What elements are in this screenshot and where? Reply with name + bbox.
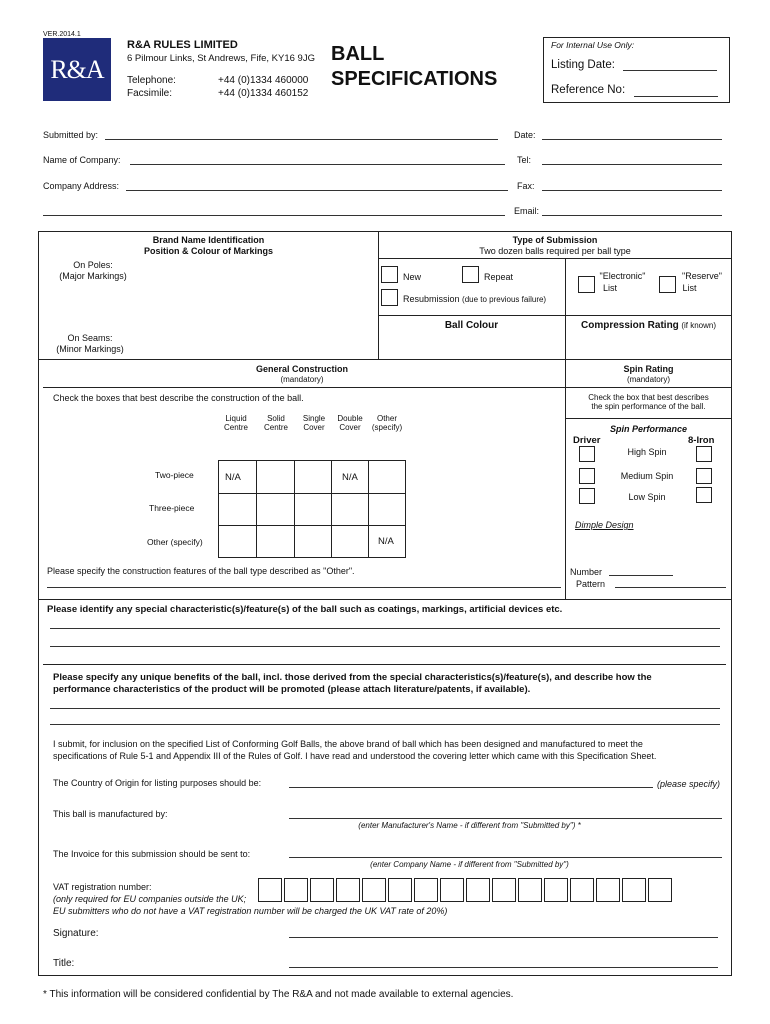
country-please-specify: (please specify): [657, 779, 721, 789]
vat-digit-box[interactable]: [284, 878, 308, 902]
brand-subheading: Position & Colour of Markings: [143, 246, 273, 256]
high-spin-iron-checkbox[interactable]: [696, 446, 712, 462]
vat-number-boxes: [258, 878, 680, 902]
low-spin-iron-checkbox[interactable]: [696, 487, 712, 503]
spin-instructions: [565, 393, 732, 411]
country-field[interactable]: [289, 787, 653, 788]
divider: [218, 493, 406, 494]
spin-instructions-line1: Check the box that best describes: [588, 393, 709, 402]
company-name-label: Name of Company:: [43, 155, 121, 165]
column-sublabel: Cover: [303, 423, 325, 432]
divider: [38, 599, 732, 600]
declaration-line2: specifications of Rule 5-1 and Appendix III of the Rules of Golf. I have read and understood the covering letter which came with this Specification Sheet.: [53, 751, 657, 761]
resubmission-label: [403, 294, 546, 304]
brand-heading: Brand Name Identification: [152, 235, 265, 245]
divider: [565, 387, 732, 388]
compression-text: Compression Rating: [581, 320, 679, 331]
row-other: Other (specify): [147, 537, 203, 547]
dimple-number-field[interactable]: [609, 575, 673, 576]
spin-heading: Spin Rating: [623, 364, 674, 374]
column-liquid-centre: [218, 414, 254, 432]
internal-use-label: For Internal Use Only:: [551, 40, 635, 50]
vat-note-line1: (only required for EU companies outside the UK;: [53, 894, 247, 904]
driver-label: Driver: [573, 435, 601, 446]
reference-no-label: Reference No:: [551, 84, 626, 96]
facsimile-label: Facsimile:: [127, 88, 173, 99]
spin-instructions-line2: the spin performance of the ball.: [591, 402, 706, 411]
vat-digit-box[interactable]: [596, 878, 620, 902]
vat-digit-box[interactable]: [388, 878, 412, 902]
confidentiality-note: * This information will be considered confidential by The R&A and not made available to external agencies.: [43, 989, 514, 1000]
vat-digit-box[interactable]: [310, 878, 334, 902]
benefits-field-2[interactable]: [50, 724, 720, 725]
divider: [38, 359, 732, 360]
divider: [565, 418, 732, 419]
telephone-label: Telephone:: [127, 75, 176, 86]
column-single-cover: [296, 414, 332, 432]
resubmission-text: Resubmission: [403, 294, 460, 304]
invoice-label: The Invoice for this submission should be sent to:: [53, 849, 251, 859]
divider: [218, 525, 406, 526]
column-double-cover: [332, 414, 368, 432]
company-address-field[interactable]: [126, 190, 508, 191]
column-other: [368, 414, 406, 432]
dimple-design-label: Dimple Design: [575, 520, 634, 530]
divider: [43, 387, 565, 388]
vat-digit-box[interactable]: [570, 878, 594, 902]
logo-text: R&A: [50, 55, 104, 84]
special-field-2[interactable]: [50, 646, 720, 647]
repeat-checkbox[interactable]: [462, 266, 479, 283]
special-field-1[interactable]: [50, 628, 720, 629]
email-label: Email:: [514, 206, 540, 216]
row-three-piece: Three-piece: [149, 503, 195, 513]
benefits-field-1[interactable]: [50, 708, 720, 709]
on-seams-label: On Seams:: [67, 333, 113, 343]
divider: [378, 315, 732, 316]
vat-digit-box[interactable]: [414, 878, 438, 902]
submitted-by-label: Submitted by:: [43, 130, 99, 140]
submission-subheading: Two dozen balls required per ball type: [479, 246, 631, 256]
column-label: Solid: [267, 414, 285, 423]
resubmission-note: (due to previous failure): [462, 295, 547, 304]
country-label: The Country of Origin for listing purposes should be:: [53, 778, 262, 788]
reference-no-field[interactable]: [634, 96, 718, 97]
vat-digit-box[interactable]: [466, 878, 490, 902]
electronic-label: "Electronic": [599, 271, 646, 281]
column-sublabel: Centre: [263, 423, 288, 432]
manufacturer-label: This ball is manufactured by:: [53, 809, 168, 819]
column-sublabel: (specify): [371, 423, 403, 432]
construction-heading: General Construction: [255, 364, 348, 374]
submitted-by-field[interactable]: [105, 139, 498, 140]
column-label: Liquid: [225, 414, 247, 423]
spin-mandatory: (mandatory): [626, 375, 671, 384]
signature-field[interactable]: [289, 937, 718, 938]
company-address-label: Company Address:: [43, 181, 120, 191]
special-prompt: Please identify any special characteristic(s)/feature(s) of the ball such as coatings, markings, artificial devices etc.: [47, 604, 563, 615]
new-label: New: [403, 272, 422, 282]
divider: [565, 258, 566, 359]
medium-spin-label: Medium Spin: [620, 471, 674, 481]
other-construction-field[interactable]: [47, 587, 561, 588]
divider: [294, 460, 295, 558]
dimple-pattern-label: Pattern: [576, 579, 606, 589]
na-cell: N/A: [378, 536, 394, 547]
vat-digit-box[interactable]: [258, 878, 282, 902]
on-poles-sublabel: (Major Markings): [59, 271, 127, 281]
spin-performance-label: Spin Performance: [609, 424, 688, 434]
vat-label: VAT registration number:: [53, 882, 152, 892]
na-cell: N/A: [225, 472, 241, 483]
construction-mandatory: (mandatory): [280, 375, 324, 384]
divider: [256, 460, 257, 558]
compression-label: [565, 320, 732, 331]
row-two-piece: Two-piece: [155, 470, 194, 480]
vat-note-line2: EU submitters who do not have a VAT registration number will be charged the UK VAT rate of 20%): [53, 906, 448, 916]
column-label: Single: [302, 414, 326, 423]
invoice-field[interactable]: [289, 857, 722, 858]
medium-spin-driver-checkbox[interactable]: [579, 468, 595, 484]
date-label: Date:: [514, 130, 536, 140]
electronic-list-checkbox[interactable]: [578, 276, 595, 293]
benefits-prompt-line1: Please specify any unique benefits of the ball, incl. those derived from the special characteristics(s)/feature(s), and describe how the: [53, 672, 652, 683]
reserve-sublabel: List: [682, 283, 697, 293]
signature-label: Signature:: [53, 928, 99, 939]
reserve-label: "Reserve": [682, 271, 722, 281]
vat-digit-box[interactable]: [492, 878, 516, 902]
construction-instructions: Check the boxes that best describe the construction of the ball.: [53, 393, 304, 403]
column-label: Double: [337, 414, 363, 423]
high-spin-driver-checkbox[interactable]: [579, 446, 595, 462]
form-title-line1: BALL: [331, 43, 385, 65]
title-field[interactable]: [289, 967, 718, 968]
divider: [378, 258, 732, 259]
iron-label: 8-Iron: [688, 435, 715, 446]
facsimile-value: +44 (0)1334 460152: [218, 88, 309, 99]
electronic-sublabel: List: [602, 283, 617, 293]
date-field[interactable]: [542, 139, 722, 140]
na-cell: N/A: [342, 472, 358, 483]
divider: [331, 460, 332, 558]
new-checkbox[interactable]: [381, 266, 398, 283]
vat-digit-box[interactable]: [518, 878, 542, 902]
other-construction-prompt: Please specify the construction features of the ball type described as "Other".: [47, 566, 355, 576]
listing-date-label: Listing Date:: [551, 59, 615, 71]
company-name: R&A RULES LIMITED: [127, 39, 238, 51]
benefits-prompt-line2: performance characteristics of the product will be promoted (please attach literature/patents, if available).: [53, 684, 531, 695]
vat-digit-box[interactable]: [440, 878, 464, 902]
column-sublabel: Cover: [339, 423, 361, 432]
vat-digit-box[interactable]: [648, 878, 672, 902]
version-label: VER.2014.1: [43, 31, 81, 38]
column-sublabel: Centre: [223, 423, 248, 432]
telephone-value: +44 (0)1334 460000: [218, 75, 309, 86]
ball-colour-label: Ball Colour: [444, 320, 499, 331]
vat-digit-box[interactable]: [622, 878, 646, 902]
company-name-field[interactable]: [130, 164, 505, 165]
listing-date-field[interactable]: [623, 70, 717, 71]
tel-field[interactable]: [542, 164, 722, 165]
repeat-label: Repeat: [484, 272, 514, 282]
divider: [43, 664, 726, 665]
on-seams-sublabel: (Minor Markings): [56, 344, 124, 354]
logo: [43, 38, 111, 101]
company-address: 6 Pilmour Links, St Andrews, Fife, KY16 9JG: [127, 53, 315, 64]
vat-digit-box[interactable]: [544, 878, 568, 902]
email-field[interactable]: [542, 215, 722, 216]
title-label: Title:: [53, 958, 75, 969]
manufacturer-note: (enter Manufacturer's Name - if different from "Submitted by") *: [358, 821, 581, 830]
low-spin-label: Low Spin: [628, 492, 666, 502]
compression-note: (if known): [681, 321, 716, 330]
reserve-list-checkbox[interactable]: [659, 276, 676, 293]
dimple-number-label: Number: [570, 567, 603, 577]
tel-label: Tel:: [517, 155, 532, 165]
column-solid-centre: [257, 414, 295, 432]
high-spin-label: High Spin: [627, 447, 667, 457]
submission-heading: Type of Submission: [512, 235, 598, 245]
low-spin-driver-checkbox[interactable]: [579, 488, 595, 504]
on-poles-label: On Poles:: [73, 260, 113, 270]
vat-digit-box[interactable]: [362, 878, 386, 902]
fax-field[interactable]: [542, 190, 722, 191]
dimple-pattern-field[interactable]: [615, 587, 726, 588]
manufacturer-field[interactable]: [289, 818, 722, 819]
column-label: Other: [376, 414, 397, 423]
resubmission-checkbox[interactable]: [381, 289, 398, 306]
vat-digit-box[interactable]: [336, 878, 360, 902]
declaration-line1: I submit, for inclusion on the specified List of Conforming Golf Balls, the above brand of ball which has been designed and manufactured to meet the: [53, 739, 643, 749]
fax-label: Fax:: [517, 181, 535, 191]
company-address-field-2[interactable]: [43, 215, 505, 216]
medium-spin-iron-checkbox[interactable]: [696, 468, 712, 484]
invoice-note: (enter Company Name - if different from "Submitted by"): [370, 860, 569, 869]
divider: [368, 460, 369, 558]
form-title-line2: SPECIFICATIONS: [331, 68, 498, 90]
